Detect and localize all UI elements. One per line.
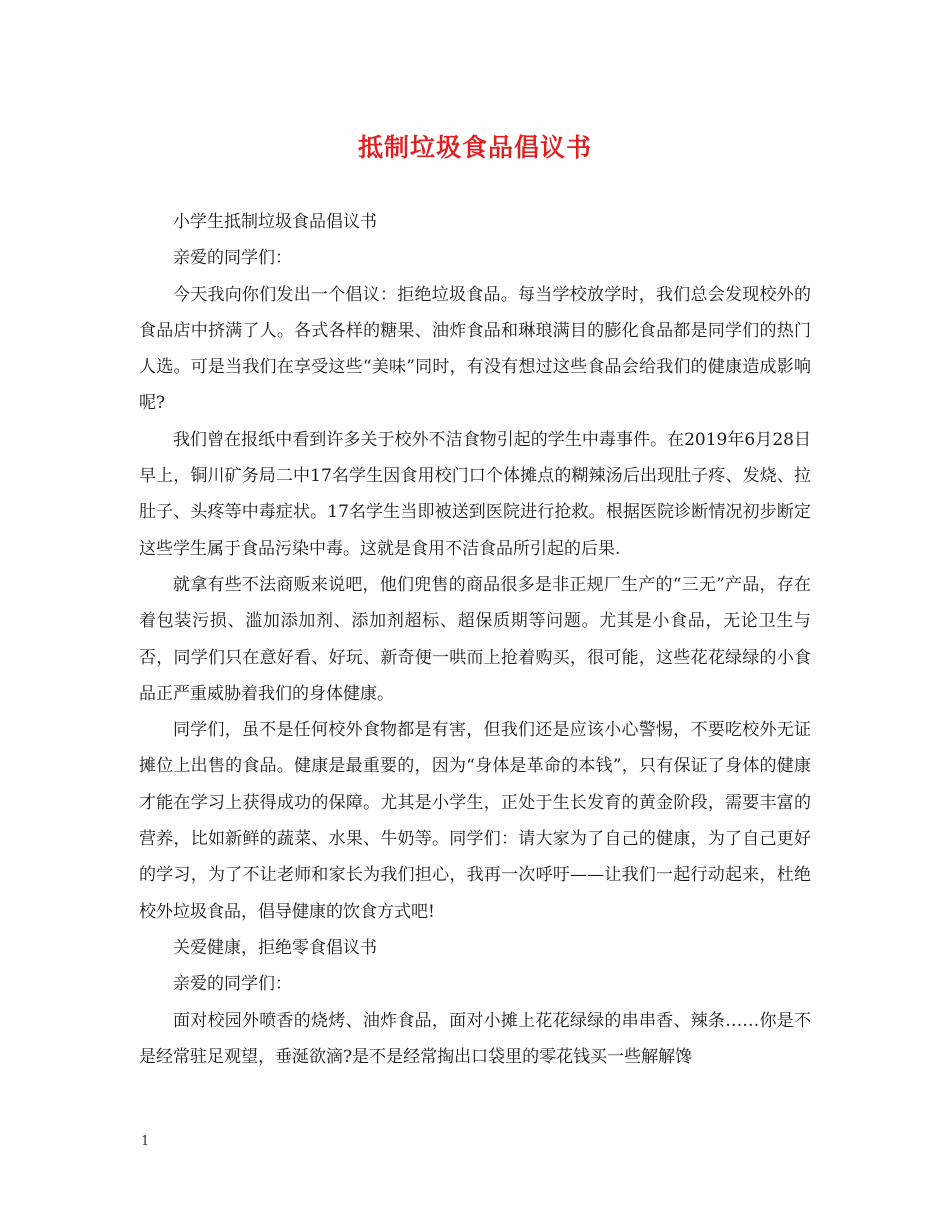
paragraph: 面对校园外喷香的烧烤、油炸食品，面对小摊上花花绿绿的串串香、辣条……你是不是经常驻足观望，垂涎欲滴?是不是经常掏出口袋里的零花钱买一些解解馋 — [139, 1010, 811, 1067]
paragraph-subtitle-1: 小学生抵制垃圾食品倡议书 — [173, 212, 377, 232]
paragraph-subtitle-2: 关爱健康，拒绝零食倡议书 — [173, 937, 377, 958]
document-title: 抵制垃圾食品倡议书 — [357, 133, 592, 162]
paragraph: 我们曾在报纸中看到许多关于校外不洁食物引起的学生中毒事件。在2019年6月28日早上，铜川矿务局二中17名学生因食用校门口个体摊点的糊辣汤后出现肚子疼、发烧、拉肚子、头疼等中毒症状。17名学生当即被送到医院进行抢救。根据医院诊断情况初步断定这些学生属于食品污染中毒。这就是食用不洁食品所引起的后果. — [139, 429, 811, 559]
paragraph: 就拿有些不法商贩来说吧，他们兜售的商品很多是非正规厂生产的“三无”产品，存在着包装污损、滥加添加剂、添加剂超标、超保质期等问题。尤其是小食品，无论卫生与否，同学们只在意好看、好玩、新奇便一哄而上抢着购买，很可能，这些花花绿绿的小食品正严重威胁着我们的身体健康。 — [139, 574, 811, 704]
document-body — [139, 204, 811, 1075]
paragraph-greeting-2: 亲爱的同学们： — [173, 974, 292, 995]
paragraph: 今天我向你们发出一个倡议：拒绝垃圾食品。每当学校放学时，我们总会发现校外的食品店中挤满了人。各式各样的糖果、油炸食品和琳琅满目的膨化食品都是同学们的热门人选。可是当我们在享受这些“美味”同时，有没有想过这些食品会给我们的健康造成影响呢? — [139, 284, 811, 414]
paragraph-greeting-1: 亲爱的同学们： — [173, 248, 292, 269]
paragraph: 同学们，虽不是任何校外食物都是有害，但我们还是应该小心警惕，不要吃校外无证摊位上出售的食品。健康是最重要的，因为“身体是革命的本钱”，只有保证了身体的健康才能在学习上获得成功的保障。尤其是小学生，正处于生长发育的黄金阶段，需要丰富的营养，比如新鲜的蔬菜、水果、牛奶等。同学们：请大家为了自己的健康，为了自己更好的学习，为了不让老师和家长为我们担心，我再一次呼吁——让我们一起行动起来，杜绝校外垃圾食品，倡导健康的饮食方式吧! — [139, 720, 811, 922]
page-number: 1 — [141, 1134, 150, 1149]
